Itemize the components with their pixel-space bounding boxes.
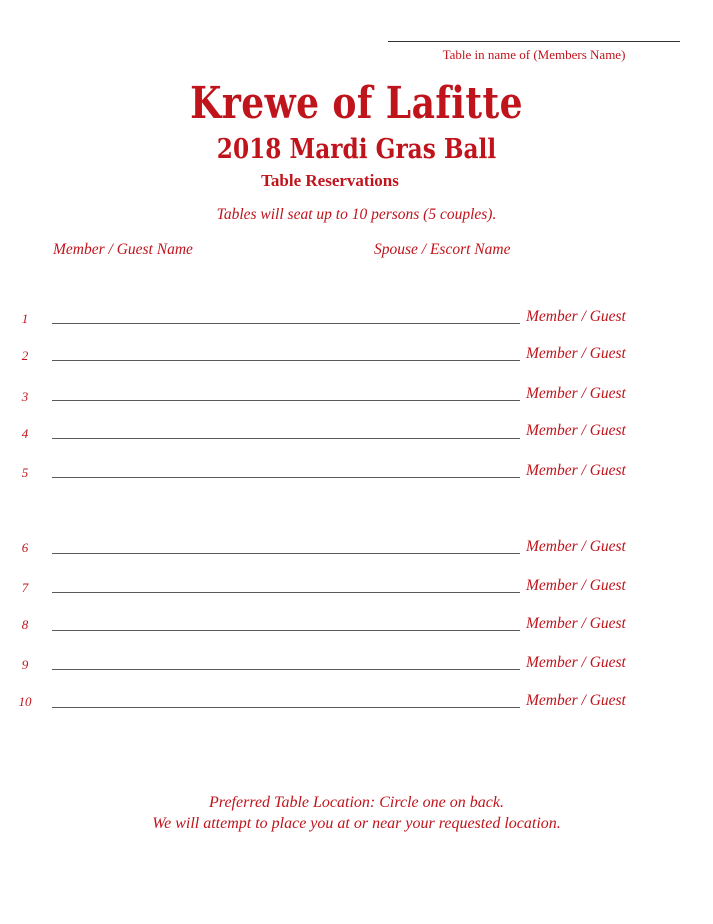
row-number: 3 xyxy=(21,389,29,404)
member-guest-option[interactable]: Member / Guest xyxy=(526,385,626,402)
member-guest-option[interactable]: Member / Guest xyxy=(526,654,626,671)
page-subtitle: 2018 Mardi Gras Ball xyxy=(216,134,497,165)
name-entry-line[interactable] xyxy=(52,477,520,478)
footer-preferred-location: Preferred Table Location: Circle one on back. xyxy=(209,794,504,811)
row-number: 5 xyxy=(21,465,29,480)
name-entry-line[interactable] xyxy=(52,360,520,361)
member-guest-option[interactable]: Member / Guest xyxy=(526,422,626,439)
reservations-heading: Table Reservations xyxy=(261,171,399,190)
name-entry-line[interactable] xyxy=(52,323,520,324)
table-name-label: Table in name of (Members Name) xyxy=(442,47,626,62)
member-guest-option[interactable]: Member / Guest xyxy=(526,308,626,325)
seating-note: Tables will seat up to 10 persons (5 couples). xyxy=(216,206,497,223)
row-number: 10 xyxy=(18,694,32,709)
spouse-escort-column-header: Spouse / Escort Name xyxy=(374,241,511,258)
name-entry-line[interactable] xyxy=(52,592,520,593)
name-entry-line[interactable] xyxy=(52,630,520,631)
member-guest-column-header: Member / Guest Name xyxy=(53,241,193,258)
name-entry-line[interactable] xyxy=(52,553,520,554)
member-guest-option[interactable]: Member / Guest xyxy=(526,577,626,594)
row-number: 4 xyxy=(21,426,29,441)
row-number: 6 xyxy=(21,540,29,555)
table-name-line[interactable] xyxy=(388,41,680,42)
footer-placement-note: We will attempt to place you at or near your requested location. xyxy=(152,815,561,832)
name-entry-line[interactable] xyxy=(52,400,520,401)
member-guest-option[interactable]: Member / Guest xyxy=(526,615,626,632)
row-number: 2 xyxy=(21,348,29,363)
page-title: Krewe of Lafitte xyxy=(190,78,523,129)
name-entry-line[interactable] xyxy=(52,707,520,708)
member-guest-option[interactable]: Member / Guest xyxy=(526,692,626,709)
row-number: 7 xyxy=(21,580,29,595)
name-entry-line[interactable] xyxy=(52,669,520,670)
row-number: 8 xyxy=(21,617,29,632)
row-number: 9 xyxy=(21,657,29,672)
name-entry-line[interactable] xyxy=(52,438,520,439)
member-guest-option[interactable]: Member / Guest xyxy=(526,538,626,555)
member-guest-option[interactable]: Member / Guest xyxy=(526,462,626,479)
row-number: 1 xyxy=(21,311,29,326)
member-guest-option[interactable]: Member / Guest xyxy=(526,345,626,362)
